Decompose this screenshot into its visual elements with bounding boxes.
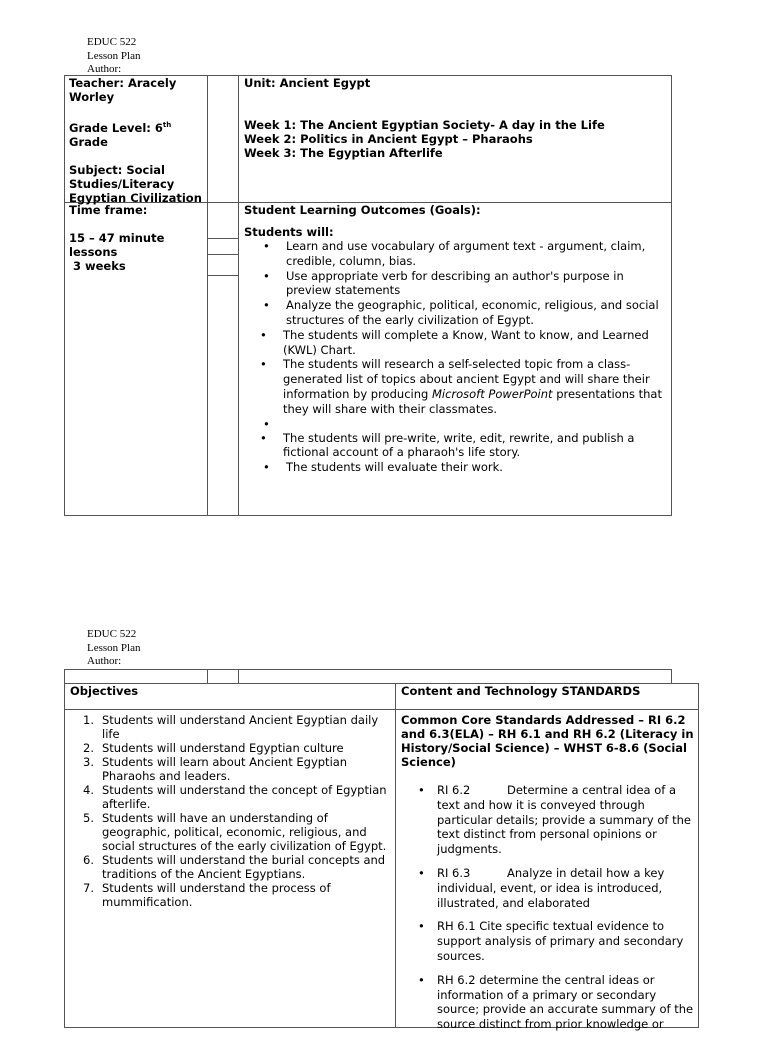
list-item: • RI 6.2 Determine a central idea of a text and how it is conveyed through particular details; provide a summary of the text distinct from personal opinions or judgments. bbox=[437, 783, 696, 857]
table-divider bbox=[238, 669, 239, 684]
list-item: • RH 6.2 determine the central ideas or information of a primary or secondary source; provide an accurate summary of the source distinct from prior knowledge or bbox=[437, 973, 696, 1032]
list-item: 2. Students will understand Egyptian culture bbox=[83, 741, 344, 755]
page-header-1 bbox=[87, 36, 140, 77]
list-item: • The students will research a self-selected topic from a class-generated list of topics about ancient Egypt and will share their information by producing Microsoft PowerPoint presentations that they will share with their classmates. bbox=[283, 357, 671, 416]
standards-cell bbox=[401, 713, 696, 1041]
table-divider bbox=[395, 683, 396, 1028]
time-frame-weeks: 3 weeks bbox=[69, 259, 126, 273]
table-row-divider bbox=[207, 238, 238, 239]
students-will-label: Students will: bbox=[244, 225, 334, 239]
list-item: • Analyze the geographic, political, economic, religious, and social structures of the early civilization of Egypt. bbox=[286, 298, 671, 328]
time-frame-label: Time frame: bbox=[69, 203, 148, 217]
table-divider bbox=[207, 75, 208, 516]
list-item: • Learn and use vocabulary of argument text - argument, claim, credible, column, bias. bbox=[286, 239, 671, 269]
list-item: • Use appropriate verb for describing an author's purpose in preview statements bbox=[286, 269, 671, 299]
outcomes-list bbox=[244, 239, 671, 475]
list-item: 1. Students will understand Ancient Egyptian daily life bbox=[83, 713, 379, 741]
teacher-info-cell bbox=[69, 76, 206, 205]
author-label: Author: bbox=[87, 63, 122, 75]
author-label: Author: bbox=[87, 655, 122, 667]
week-2: Week 2: Politics in Ancient Egypt – Pharaohs bbox=[244, 132, 533, 146]
list-item: 3. Students will learn about Ancient Egyptian Pharaohs and leaders. bbox=[83, 755, 348, 783]
list-item: 7. Students will understand the process of mummification. bbox=[83, 881, 331, 909]
unit-cell bbox=[244, 76, 669, 160]
list-item: 5. Students will have an understanding of geographic, political, economic, religious, and social structures of the early civilization of Egypt. bbox=[83, 811, 387, 853]
standards-intro: Common Core Standards Addressed – RI 6.2 and 6.3(ELA) – RH 6.1 and RH 6.2 (Literacy in History/Social Science) – WHST 6-8.6 (Social Science) bbox=[401, 713, 694, 769]
list-item: 6. Students will understand the burial concepts and traditions of the Ancient Egyptians. bbox=[83, 853, 386, 881]
week-3: Week 3: The Egyptian Afterlife bbox=[244, 146, 443, 160]
objectives-cell bbox=[64, 713, 394, 909]
grade-word: Grade bbox=[69, 134, 108, 149]
standards-title: Content and Technology STANDARDS bbox=[401, 684, 641, 698]
list-item: • The students will evaluate their work. bbox=[286, 460, 671, 475]
list-item: • The students will pre-write, write, edit, rewrite, and publish a fictional account of a pharaoh's life story. bbox=[283, 431, 671, 461]
outcomes-cell bbox=[244, 203, 671, 475]
week-1: Week 1: The Ancient Egyptian Society- A day in the Life bbox=[244, 118, 605, 132]
table-divider bbox=[238, 75, 239, 516]
standards-list bbox=[401, 783, 696, 1032]
objectives-list bbox=[64, 713, 394, 909]
teacher-name: Teacher: Aracely Worley bbox=[69, 76, 177, 104]
time-frame-lessons: 15 – 47 minute lessons bbox=[69, 231, 165, 259]
table-row-divider bbox=[207, 275, 238, 276]
page-header-2 bbox=[87, 628, 140, 669]
outcomes-title: Student Learning Outcomes (Goals): bbox=[244, 203, 481, 217]
list-item: • RI 6.3 Analyze in detail how a key individual, event, or idea is introduced, illustrated, and elaborated bbox=[437, 866, 696, 910]
thin-top-row bbox=[64, 669, 672, 684]
doc-type: Lesson Plan bbox=[87, 49, 141, 62]
list-item: • The students will complete a Know, Want to know, and Learned (KWL) Chart. bbox=[283, 328, 671, 358]
list-item: • RH 6.1 Cite specific textual evidence to support analysis of primary and secondary sources. bbox=[437, 919, 696, 963]
table-divider bbox=[207, 669, 208, 684]
time-frame-cell bbox=[69, 203, 206, 273]
course-code: EDUC 522 bbox=[87, 36, 137, 48]
unit-title: Unit: Ancient Egypt bbox=[244, 76, 371, 90]
subject: Subject: Social Studies/Literacy Egyptian Civilization bbox=[69, 162, 202, 205]
grade-level: Grade Level: 6th bbox=[69, 120, 172, 135]
list-item: 4. Students will understand the concept of Egyptian afterlife. bbox=[83, 783, 387, 811]
table-row-divider bbox=[207, 254, 238, 255]
doc-type: Lesson Plan bbox=[87, 641, 141, 654]
course-code: EDUC 522 bbox=[87, 628, 137, 640]
table-row-divider bbox=[64, 709, 699, 710]
objectives-title: Objectives bbox=[70, 684, 139, 698]
